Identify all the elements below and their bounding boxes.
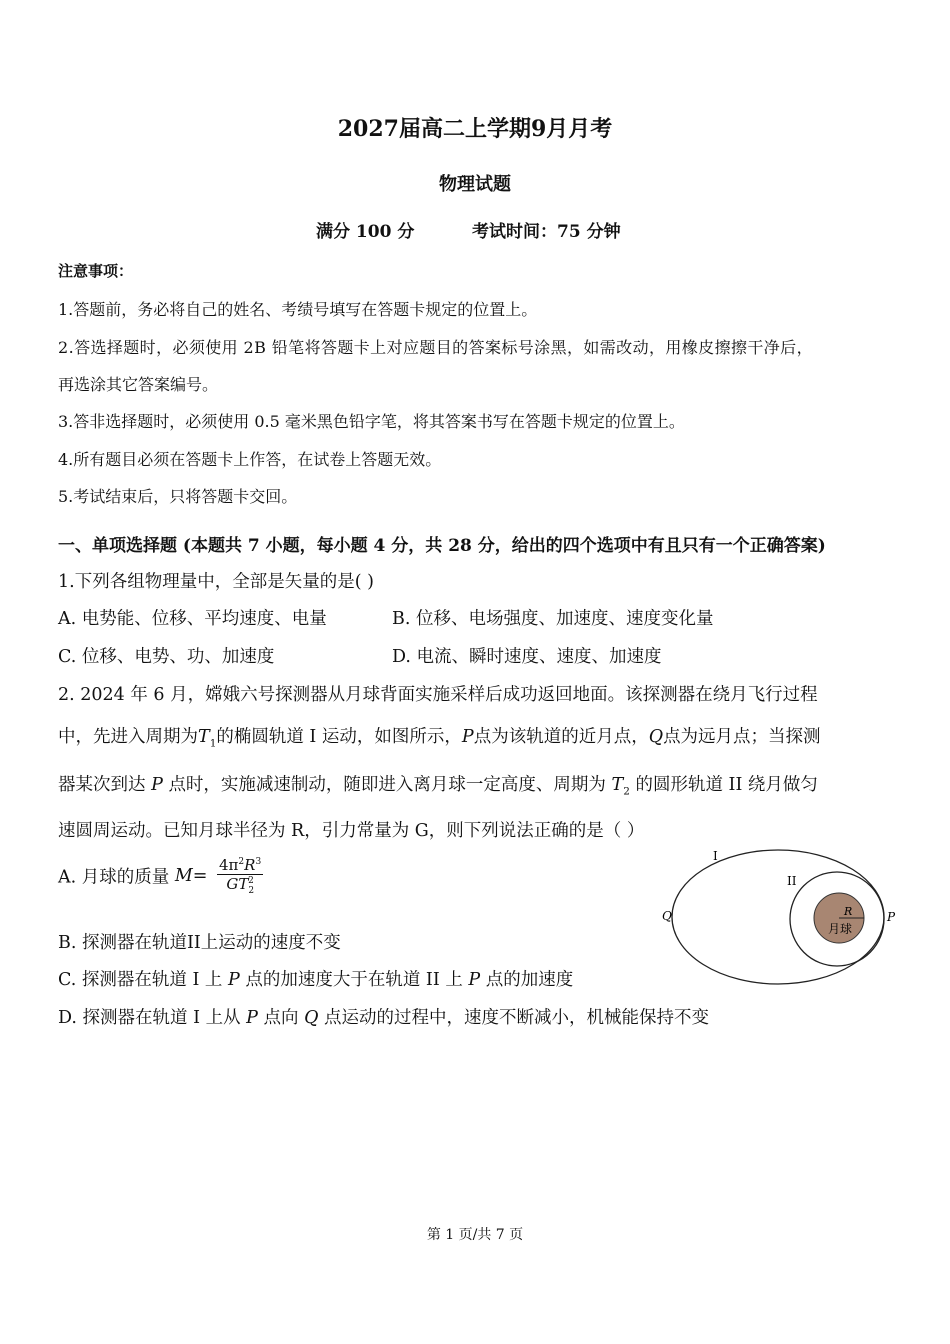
mass-formula: $\frac{4\pi^2R^3}{GT_2^2}$: [219, 856, 262, 896]
note-item: 4.所有题目必须在答题卡上作答，在试卷上答题无效。: [58, 450, 442, 469]
note-item: 3.答非选择题时，必须使用 0.5 毫米黑色铅字笔，将其答案书写在答题卡规定的位置上。: [58, 412, 685, 431]
q2-text: 中，先进入周期为: [58, 727, 198, 747]
var-m: M: [174, 866, 193, 886]
label-moon: 月球: [828, 922, 853, 936]
q2-option-a: A. 月球的质量 M= $\frac{4\pi^2R^3}{GT_2^2}$: [58, 856, 262, 896]
q1-option-c: C. 位移、电势、功、加速度: [58, 647, 275, 667]
q2-text: 点时，实施减速制动，随即进入离月球一定高度、周期为: [168, 775, 606, 795]
q2-line1: 2. 2024 年 6 月，嫦娥六号探测器从月球背面实施采样后成功返回地面。该探测器在绕月飞行过程: [58, 685, 818, 705]
q2-line3: [58, 771, 818, 798]
var-t2-sub: 2: [623, 785, 630, 798]
q1-option-d: D. 电流、瞬时速度、速度、加速度: [392, 647, 662, 667]
var-t1-sub: 1: [209, 737, 217, 750]
q2-option-d: D. 探测器在轨道 I 上从 P 点向 Q 点运动的过程中，速度不断减小，机械能保持不变: [58, 1008, 710, 1028]
q2-text: 的圆形轨道 II 绕月做匀: [635, 775, 818, 795]
exam-time: 考试时间：75 分钟: [472, 222, 621, 242]
var-p: P: [461, 727, 474, 747]
note-item: 2.答选择题时，必须使用 2B 铅笔将答题卡上对应题目的答案标号涂黑，如需改动，用橡皮擦擦干净后，: [58, 338, 813, 357]
page-footer: 第 1 页/共 7 页: [426, 1227, 524, 1243]
orbit-diagram: [650, 845, 910, 990]
q2-option-b: B. 探测器在轨道II上运动的速度不变: [58, 933, 341, 953]
q2-line2: [58, 723, 821, 750]
q2-a-label: A. 月球的质量: [58, 867, 170, 888]
q2-line4: 速圆周运动。已知月球半径为 R，引力常量为 G，则下列说法正确的是（ ）: [58, 821, 645, 841]
label-r: R: [844, 905, 853, 918]
note-item: 1.答题前，务必将自己的姓名、考绩号填写在答题卡规定的位置上。: [58, 300, 538, 319]
q1-stem: 1.下列各组物理量中，全部是矢量的是( ): [58, 572, 374, 592]
q2-text: 的椭圆轨道 I 运动，如图所示，: [216, 727, 462, 747]
notes-heading: 注意事项：: [58, 262, 134, 280]
q2-text: 点为该轨道的近月点，: [473, 727, 649, 747]
q1-option-b: B. 位移、电场强度、加速度、速度变化量: [392, 609, 714, 629]
q2-text: 器某次到达: [58, 775, 146, 795]
q2-text: 点为远月点；当探测: [663, 727, 821, 747]
q1-option-a: A. 电势能、位移、平均速度、电量: [58, 609, 327, 629]
var-t1: T: [198, 727, 210, 747]
label-orbit-ii: II: [787, 874, 797, 888]
var-t2: T: [611, 775, 624, 795]
q2-option-c: C. 探测器在轨道 I 上 P 点的加速度大于在轨道 II 上 P 点的加速度: [58, 970, 574, 990]
full-score: 满分 100 分: [316, 222, 415, 242]
label-q: Q: [662, 909, 672, 923]
var-p: P: [151, 775, 163, 795]
section-heading: 一、单项选择题 (本题共 7 小题，每小题 4 分，共 28 分，给出的四个选项中有且只有一个正确答案): [58, 536, 826, 556]
exam-title: 2027届高二上学期9月月考: [337, 116, 613, 142]
subject-title: 物理试题: [439, 174, 511, 195]
note-item: 再选涂其它答案编号。: [58, 375, 219, 394]
note-item: 5.考试结束后，只将答题卡交回。: [58, 487, 298, 506]
label-p: P: [887, 910, 896, 924]
var-q: Q: [648, 727, 664, 747]
label-orbit-i: I: [713, 849, 718, 863]
